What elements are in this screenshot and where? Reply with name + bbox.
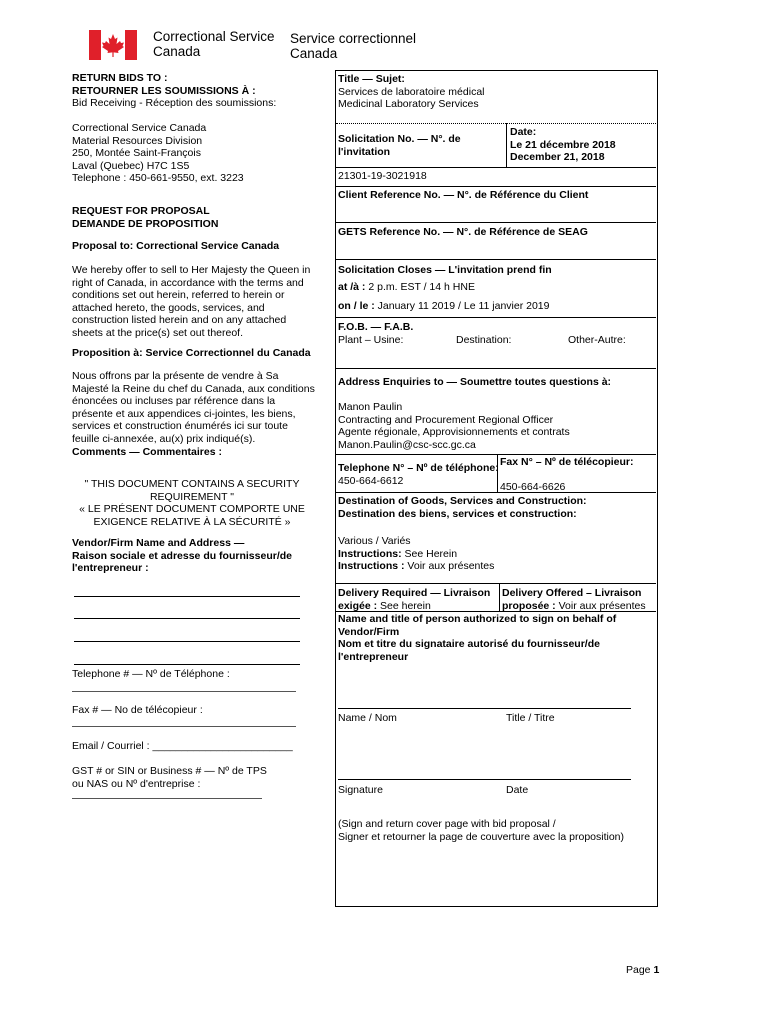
sign-return-note: (Sign and return cover page with bid proposal / Signer et retourner la page de couverture avec la proposition) (338, 818, 625, 843)
fob-plant: Plant – Usine: (338, 334, 404, 346)
name-label: Name / Nom (338, 712, 397, 724)
fob-other: Other-Autre: (568, 334, 626, 346)
comments-label: Comments — Commentaires : (72, 445, 222, 458)
authorized-person-heading: Name and title of person authorized to sign on behalf of Vendor/Firm Nom et titre du signataire autorisé du fournisseur/de l'entrepreneur (338, 613, 617, 663)
title-label: Title / Titre (506, 712, 555, 724)
fob-destination: Destination: (456, 334, 512, 346)
proposal-to: Proposal to: Correctional Service Canada (72, 240, 280, 252)
return-address: Correctional Service Canada Material Resources Division 250, Montée Saint-François Laval (Quebec) H7C 1S5 Telephone : 450-661-9550, ext. 3223 (72, 122, 244, 185)
telephone-field[interactable] (72, 691, 296, 692)
vendor-line-4[interactable] (74, 664, 300, 665)
closing-date: on / le : January 11 2019 / Le 11 janvier 2019 (338, 300, 550, 312)
enquiries-label: Address Enquiries to — Soumettre toutes questions à: (338, 376, 612, 388)
header-dept-en: Correctional Service Canada (153, 29, 275, 59)
security-notice: " THIS DOCUMENT CONTAINS A SECURITY REQUIREMENT " « LE PRÉSENT DOCUMENT COMPORTE UNE EXIGENCE RELATIVE À LA SÉCURITÉ » (79, 478, 305, 528)
canada-flag-icon (89, 30, 137, 60)
offer-text-fr: Nous offrons par la présente de vendre à Sa Majesté la Reine du chef du Canada, aux conditions énoncées ou incluses par référence dans la présente et aux appendices ci-jointes, les biens, services et construction énumérés ici sur toute feuille ci-annexée, au(x) prix indiqué(s). Comments — Commentaires : (72, 370, 315, 458)
delivery-required: Delivery Required — Livraison exigée : See herein (338, 587, 491, 612)
title-section: Title — Sujet: Services de laboratoire médical Medicinal Laboratory Services (338, 73, 485, 111)
date-label: Date (506, 784, 529, 796)
fax-field[interactable] (72, 726, 296, 727)
solicitation-closes-label: Solicitation Closes — L'invitation prend fin (338, 264, 552, 276)
fax-no-label: Fax N° – Nº de télécopieur: (500, 456, 634, 468)
gets-reference-label: GETS Reference No. — N°. de Référence de SEAG (338, 226, 588, 238)
gst-label: GST # or SIN or Business # — Nº de TPS ou NAS ou Nº d'entreprise : (72, 765, 267, 790)
bid-receiving: Bid Receiving - Réception des soumissions: (72, 97, 277, 109)
email-label: Email / Courriel : ________________________ (72, 740, 293, 752)
vendor-line-1[interactable] (74, 596, 300, 597)
offer-text-en: We hereby offer to sell to Her Majesty the Queen in right of Canada, in accordance with the terms and conditions set out herein, referred to herein or attached hereto, the goods, services, and construction listed herein and on any attached sheets at the price(s) set out thereof. (72, 264, 311, 339)
telephone-label: Telephone # — Nº de Téléphone : (72, 668, 230, 680)
gst-field[interactable] (72, 798, 262, 799)
proposition-a: Proposition à: Service Correctionnel du Canada (72, 347, 311, 359)
closing-time: at /à : 2 p.m. EST / 14 h HNE (338, 281, 475, 293)
fax-label: Fax # — No de télécopieur : (72, 704, 203, 716)
vendor-heading: Vendor/Firm Name and Address — Raison sociale et adresse du fournisseur/de l'entrepreneur : (72, 537, 292, 575)
return-bids-heading: RETURN BIDS TO : RETOURNER LES SOUMISSIONS À : (72, 72, 256, 97)
client-reference-label: Client Reference No. — N°. de Référence du Client (338, 189, 589, 201)
delivery-offered: Delivery Offered – Livraison proposée : Voir aux présentes (502, 587, 646, 612)
destination-details: Various / Variés Instructions: See Herein Instructions : Voir aux présentes (338, 535, 495, 573)
rfp-heading: REQUEST FOR PROPOSAL DEMANDE DE PROPOSITION (72, 205, 219, 230)
solicitation-no-label: Solicitation No. — N°. de l'invitation (338, 133, 461, 158)
solicitation-number: 21301-19-3021918 (338, 170, 427, 182)
fax-no-value: 450-664-6626 (500, 481, 566, 493)
telephone-no-value: 450-664-6612 (338, 475, 404, 487)
date-block: Date: Le 21 décembre 2018 December 21, 2018 (510, 126, 616, 164)
contact-block: Manon Paulin Contracting and Procurement Regional Officer Agente régionale, Approvisionnements et contrats Manon.Paulin@csc-scc.gc.ca (338, 401, 570, 451)
header-dept-fr: Service correctionnel Canada (290, 31, 417, 61)
vendor-line-2[interactable] (74, 618, 300, 619)
signature-line[interactable] (338, 779, 631, 780)
fob-label: F.O.B. — F.A.B. (338, 321, 414, 333)
vendor-line-3[interactable] (74, 641, 300, 642)
name-title-line[interactable] (338, 708, 631, 709)
telephone-no-label: Telephone N° – Nº de téléphone: (338, 462, 499, 474)
destination-heading: Destination of Goods, Services and Construction: Destination des biens, services et construction: (338, 495, 587, 520)
page-number: Page 1 (626, 964, 660, 976)
signature-label: Signature (338, 784, 383, 796)
